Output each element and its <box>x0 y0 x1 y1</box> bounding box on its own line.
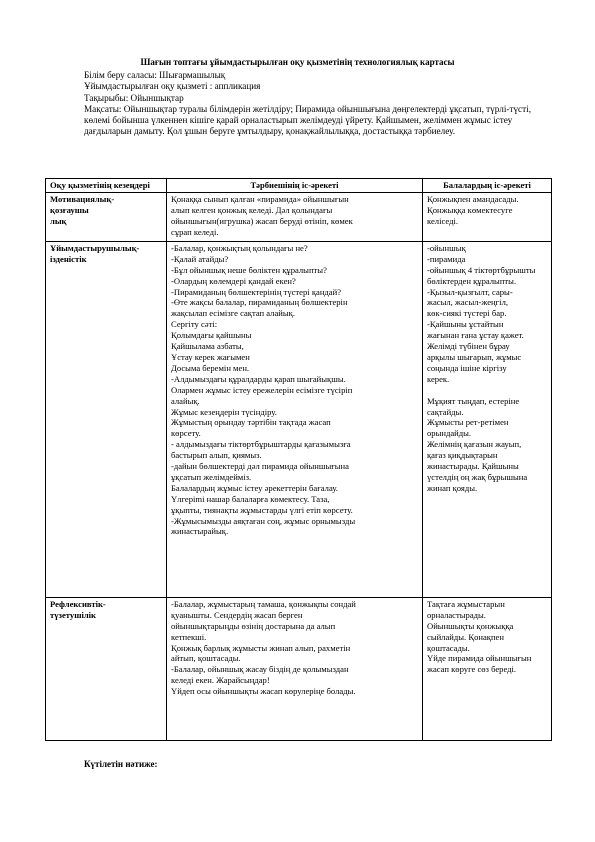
children-text-line: көк-сиякі түстері бар. <box>427 308 507 319</box>
teacher-text-line: -Қалай атайды? <box>171 253 229 264</box>
children-text-line: керек. <box>427 373 450 384</box>
stage-text-line: Рефлексивтік- <box>50 598 106 609</box>
teacher-text-line: кетпекші. <box>171 631 207 642</box>
teacher-text-line: -Алдымыздағы құралдарды қарап шығайықшы. <box>171 373 346 384</box>
children-text-line: Үйде пирамида ойыншығын <box>427 653 532 664</box>
teacher-text-line: Жұмыстың орындау тәртібін тақтада жасап <box>171 417 331 428</box>
teacher-text-line: Қолымдағы қайшыны <box>171 330 252 341</box>
stage-text-line: ізденістік <box>50 253 87 264</box>
lesson-meta <box>84 70 549 138</box>
children-cell <box>423 241 552 597</box>
teacher-text-line: Олармен жұмыс істеу ережелерін есімізге түсіріп <box>171 384 353 395</box>
children-text-line: -Қызыл-қызғылт, сары- <box>427 286 513 297</box>
lesson-goal: Мақсаты: Ойыншықтар туралы білімдерін жетілдіру; Пирамида ойыншығына дөңгелектерді ұқсатып, түрлі-түсті, көлемі бойынша үлкеннен кішіге қарай орналастырып желімдеуді үйрету. Қайшымен, желіммен жұмыс істеу дағдыларын дамыту. Қол ұшын беруге ұмтылдыру, қонақжайлылыққа, достастыққа тәрбиелеу. <box>84 103 531 137</box>
teacher-text-line: келеді екен. Жарайсыңдар! <box>171 675 270 686</box>
children-cell <box>423 192 552 241</box>
children-text-line: жасап көруге сөз береді. <box>427 664 517 675</box>
children-text-line: қоштасады. <box>427 642 470 653</box>
children-text-line: үстелдің оң жақ бұрышына <box>427 471 528 482</box>
teacher-text-line: -дайын бөлшектерді дәл пирамида ойыншығына <box>171 461 349 472</box>
teacher-text-line: Балалардың жұмыс істеу әрекеттерін бағалау. <box>171 482 338 493</box>
children-text-line: орындайды. <box>427 428 472 439</box>
teacher-text-line: -Олардың көлемдері қандай екен? <box>171 275 296 286</box>
stage-text-line: лық <box>50 215 67 226</box>
motivation-row <box>46 192 552 241</box>
children-text-line: -пирамида <box>427 253 466 264</box>
teacher-text-line: көрсету. <box>171 428 201 439</box>
teacher-text-line: -Жұмысымызды аяқтаған соң, жұмыс орнымызды <box>171 515 356 526</box>
teacher-text-line: ойыншықтарыңды өзінің достарына да алып <box>171 620 336 631</box>
teacher-text-line: айтып, қоштасады. <box>171 653 241 664</box>
children-text-line: сыйлайды. Қонақпен <box>427 631 504 642</box>
organization-row <box>46 241 552 597</box>
children-text-line: Мұқият тыңдап, естеріне <box>427 395 520 406</box>
children-text-line: жинастырады. Қайшыны <box>427 461 519 472</box>
stage-cell <box>46 192 167 241</box>
children-text-line: жинап қояды. <box>427 482 478 493</box>
education-area: Білім беру саласы: Шығармашылық <box>84 70 226 80</box>
expected-result-label: Күтілетін нәтиже: <box>84 759 158 769</box>
teacher-cell <box>167 597 423 740</box>
stage-text-line: қозғаушы <box>50 204 89 215</box>
teacher-text-line: -Балалар, ойыншық жасау біздің де қолымыздан <box>171 664 349 675</box>
teacher-text-line: ұқсатып желімдейміз. <box>171 471 252 482</box>
teacher-text-line: Қонаққа сынып қалған «пирамида» ойыншығын <box>171 193 349 204</box>
stage-text-line: Мотивациялық- <box>50 193 115 204</box>
teacher-text-line: -Балалар, жұмыстарың тамаша, қонжықпы сондай <box>171 598 356 609</box>
children-text-line: арқылы шығарып, жұмыс <box>427 351 522 362</box>
activity-type: Ұйымдастырылған оқу қызметі : аппликация <box>84 81 261 92</box>
document-title: Шағын топтағы ұйымдастырылған оқу қызметінің технологиялық картасы <box>140 57 455 67</box>
children-text-line: келіседі. <box>427 215 458 226</box>
teacher-text-line: Үлгеріmi нашар балаларға көмектесу. Таза, <box>171 493 330 504</box>
children-text-line: сақтайды. <box>427 406 464 417</box>
teacher-text-line: бастырып алып, қиямыз. <box>171 450 262 461</box>
teacher-text-line: Үйдеп осы ойыншықты жасап көрулеріңе болады. <box>171 686 356 697</box>
teacher-text-line: Қонжық барлық жұмысты жинап алып, рахметін <box>171 642 351 653</box>
children-text-line: Желімнің қағазын жауып, <box>427 439 522 450</box>
teacher-text-line: Жұмыс кезеңдерін түсіндіру. <box>171 406 277 417</box>
children-text-line: қағаз қиқдықтарын <box>427 450 498 461</box>
children-cell <box>423 597 552 740</box>
stage-cell <box>46 597 167 740</box>
teacher-cell <box>167 241 423 597</box>
stage-text-line: түзетушілік <box>50 609 96 620</box>
lesson-topic: Тақырыбы: Ойыншықтар <box>84 92 184 103</box>
children-text-line: -ойыншық 4 тіктөртбұрышты <box>427 264 536 275</box>
teacher-text-line: алайық. <box>171 395 200 406</box>
children-text-line: Желімді түбінен бұрау <box>427 341 510 352</box>
teacher-cell <box>167 192 423 241</box>
table-header-row <box>46 179 552 193</box>
teacher-text-line: алып келген қонжық келеді. Дәл қолындағы <box>171 204 333 215</box>
header-children: Балалардың іс-әрекеті <box>423 179 552 193</box>
teacher-text-line: Досыма беремін мен. <box>171 362 250 373</box>
children-text-line: жасыл, жасыл-жеңгіл, <box>427 297 509 308</box>
children-text-line: орналастырады. <box>427 609 486 620</box>
teacher-text-line: Қайшылама азбаты, <box>171 341 244 352</box>
teacher-text-line: -Өте жақсы балалар, пирамиданың бөлшектерін <box>171 297 348 308</box>
teacher-text-line: қуанышты. Сендердің жасап берген <box>171 609 303 620</box>
teacher-text-line: сұрап келеді. <box>171 226 219 237</box>
stage-text-line: Ұйымдастырушылық- <box>50 242 140 253</box>
children-text-line: -Қайшыны ұстайтын <box>427 319 504 330</box>
teacher-text-line: - алдымыздағы тіктөртбұрыштарды қағазымызға <box>171 439 351 450</box>
teacher-text-line: -Балалар, қонжықтың қолындағы не? <box>171 242 308 253</box>
teacher-text-line: Сергіту сәті: <box>171 319 218 330</box>
teacher-text-line: ойыншығын(игрушка) жасап беруді өтініп, көмек <box>171 215 353 226</box>
teacher-text-line: -Бұл ойыншық неше бөліктен құралыпты? <box>171 264 327 275</box>
children-text-line: Тақтаға жұмыстарын <box>427 598 505 609</box>
children-text-line: -ойыншық <box>427 242 466 253</box>
teacher-text-line: ұқыпты, тиянақты жұмыстарды үлгі етіп көрсету. <box>171 504 353 515</box>
header-stages: Оқу қызметінің кезеңдері <box>46 179 167 193</box>
table-body <box>46 192 552 740</box>
reflection-row <box>46 597 552 740</box>
stage-cell <box>46 241 167 597</box>
header-teacher: Тәрбиешінің іс-әрекеті <box>167 179 423 193</box>
teacher-text-line: жинастырайық. <box>171 526 229 537</box>
children-text-line: соңында ішіне кіргізу <box>427 362 507 373</box>
teacher-text-line: Ұстау керек жағымен <box>171 351 250 362</box>
children-text-line: Жұмысты рет-ретімен <box>427 417 509 428</box>
technological-card-table <box>45 178 552 741</box>
children-text-line: Қонжыққа көмектесуге <box>427 204 513 215</box>
children-text-line: Ойыншықты қонжыққа <box>427 620 514 631</box>
teacher-text-line: жақсылап есімізге сақтап алайық. <box>171 308 295 319</box>
children-text-line: бөліктерден құралыпты. <box>427 275 517 286</box>
teacher-text-line: -Пирамиданың бөлшектерінің түстері қандай? <box>171 286 342 297</box>
children-text-line <box>427 385 547 396</box>
children-text-line: Қонжықпен амандасады. <box>427 193 519 204</box>
children-text-line: жағынан ғана ұстау қажет. <box>427 330 524 341</box>
